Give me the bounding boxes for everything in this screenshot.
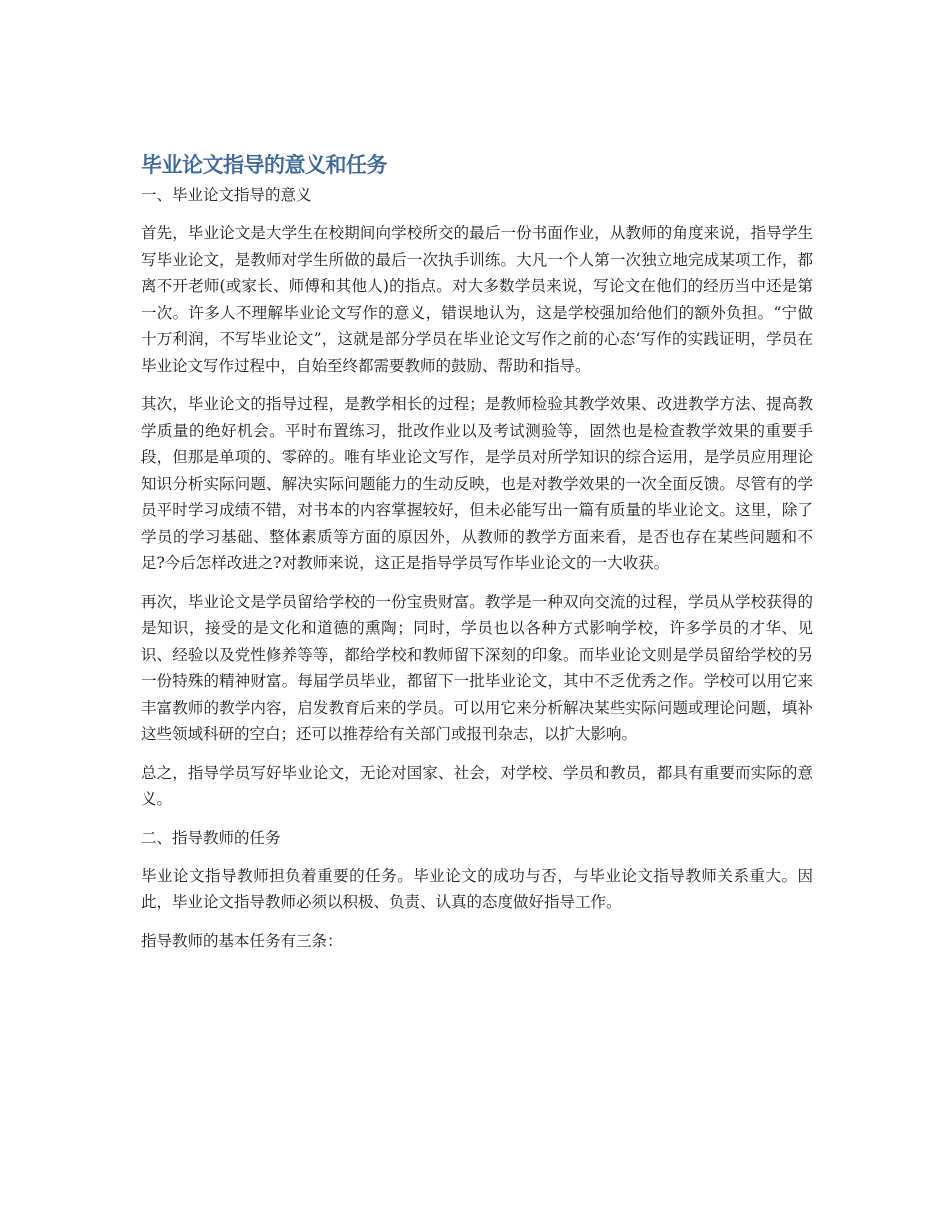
paragraph-6: 指导教师的基本任务有三条：	[141, 931, 343, 950]
section-heading-1: 一、毕业论文指导的意义	[141, 186, 312, 204]
paragraph-3: 再次，毕业论文是学员留给学校的一份宝贵财富。教学是一种双向交流的过程，学员从学校获得的是知识，接受的是文化和道德的熏陶；同时，学员也以各种方式影响学校，许多学员的才华、见识、经验以及党性修养等等，都给学校和教师留下深刻的印象。而毕业论文则是学员留给学校的另一份特殊的精神财富。每届学员毕业，都留下一批毕业论文，其中不乏优秀之作。学校可以用它来丰富教师的教学内容，启发教育后来的学员。可以用它来分析解决某些实际问题或理论问题，填补这些领域科研的空白；还可以推荐给有关部门或报刊杂志，以扩大影响。	[141, 592, 813, 743]
paragraph-5: 毕业论文指导教师担负着重要的任务。毕业论文的成功与否，与毕业论文指导教师关系重大。因此，毕业论文指导教师必须以积极、负责、认真的态度做好指导工作。	[141, 866, 813, 911]
paragraph-1: 首先，毕业论文是大学生在校期间向学校所交的最后一份书面作业，从教师的角度来说，指导学生写毕业论文，是教师对学生所做的最后一次执手训练。大凡一个人第一次独立地完成某项工作，都离不开老师(或家长、师傅和其他人)的指点。对大多数学员来说，写论文在他们的经历当中还是第一次。许多人不理解毕业论文写作的意义，错误地认为，这是学校强加给他们的额外负担。“宁做十万利润，不写毕业论文”，这就是部分学员在毕业论文写作之前的心态‘写作的实践证明，学员在毕业论文写作过程中，自始至终都需要教师的鼓励、帮助和指导。	[141, 224, 813, 375]
document-page	[141, 148, 813, 966]
document-title: 毕业论文指导的意义和任务	[141, 153, 387, 177]
paragraph-2: 其次，毕业论文的指导过程，是教学相长的过程；是教师检验其教学效果、改进教学方法、提高教学质量的绝好机会。平时布置练习，批改作业以及考试测验等，固然也是检查教学效果的重要手段，但那是单项的、零碎的。唯有毕业论文写作，是学员对所学知识的综合运用，是学员应用理论知识分析实际问题、解决实际问题能力的生动反映，也是对教学效果的一次全面反馈。尽管有的学员平时学习成绩不错，对书本的内容掌握较好，但未必能写出一篇有质量的毕业论文。这里，除了学员的学习基础、整体素质等方面的原因外，从教师的教学方面来看，是否也存在某些问题和不足?今后怎样改进之?对教师来说，这正是指导学员写作毕业论文的一大收获。	[141, 395, 813, 572]
section-heading-2: 二、指导教师的任务	[141, 828, 281, 847]
paragraph-4: 总之，指导学员写好毕业论文，无论对国家、社会，对学校、学员和教员，都具有重要而实际的意义。	[141, 763, 813, 808]
